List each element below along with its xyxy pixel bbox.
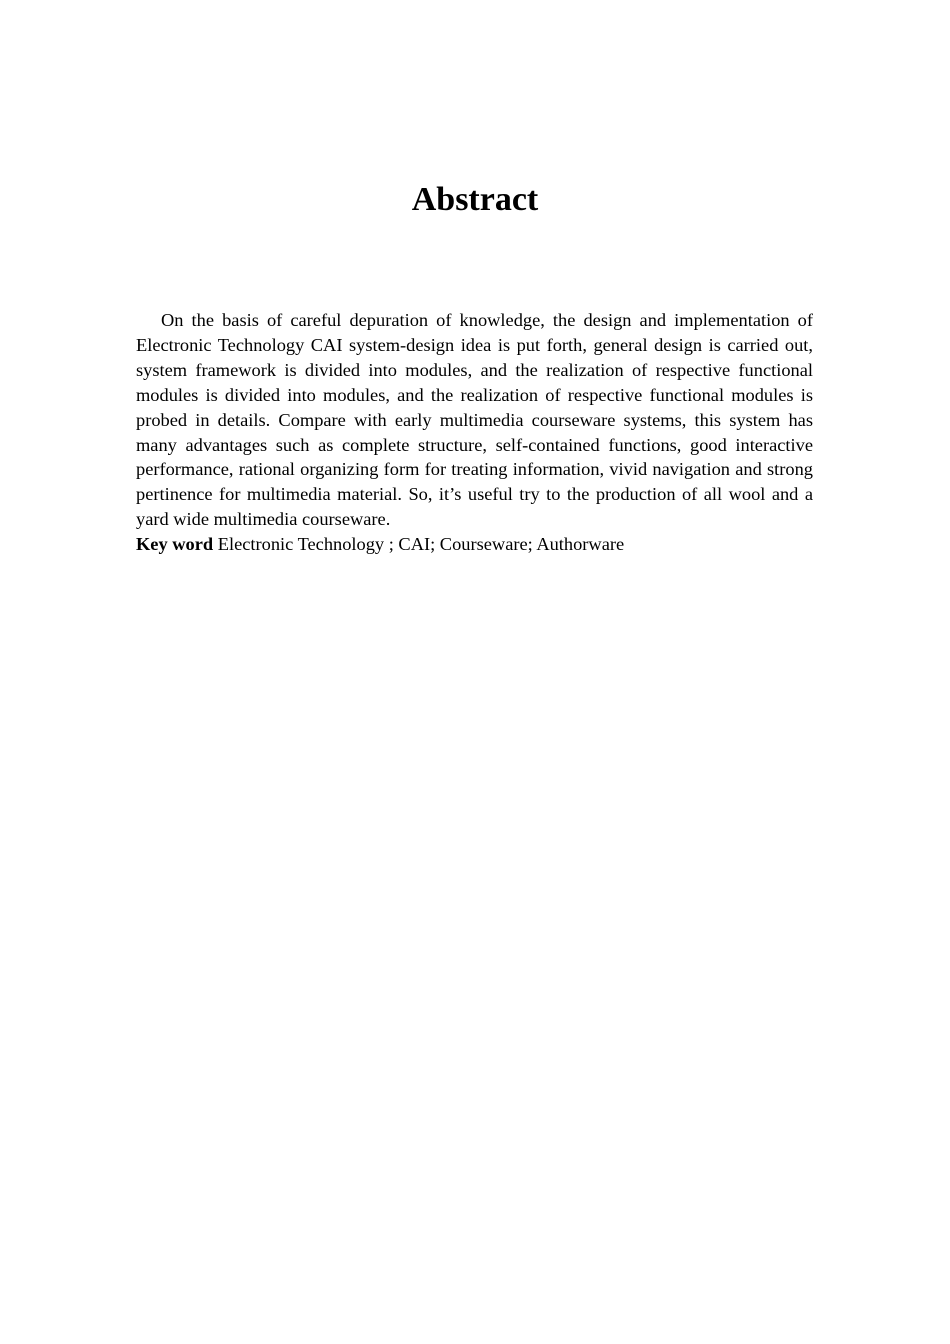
keywords-label: Key word	[136, 534, 214, 555]
abstract-body	[136, 308, 813, 557]
page-title: Abstract	[411, 181, 539, 218]
abstract-paragraph: On the basis of careful depuration of knowledge, the design and implementation of Electronic Technology CAI system-design idea is put forth, general design is carried out, system framework is divided into modules, and the realization of respective functional modules is divided into modules, and the realization of respective functional modules is probed in details. Compare with early multimedia courseware systems, this system has many advantages such as complete structure, self-contained functions, good interactive performance, rational organizing form for treating information, vivid navigation and strong pertinence for multimedia material. So, it’s useful try to the production of all wool and a yard wide multimedia courseware.	[136, 310, 813, 530]
keywords-line	[136, 532, 813, 557]
keywords-text: Electronic Technology ; CAI; Courseware; Authorware	[213, 534, 625, 555]
